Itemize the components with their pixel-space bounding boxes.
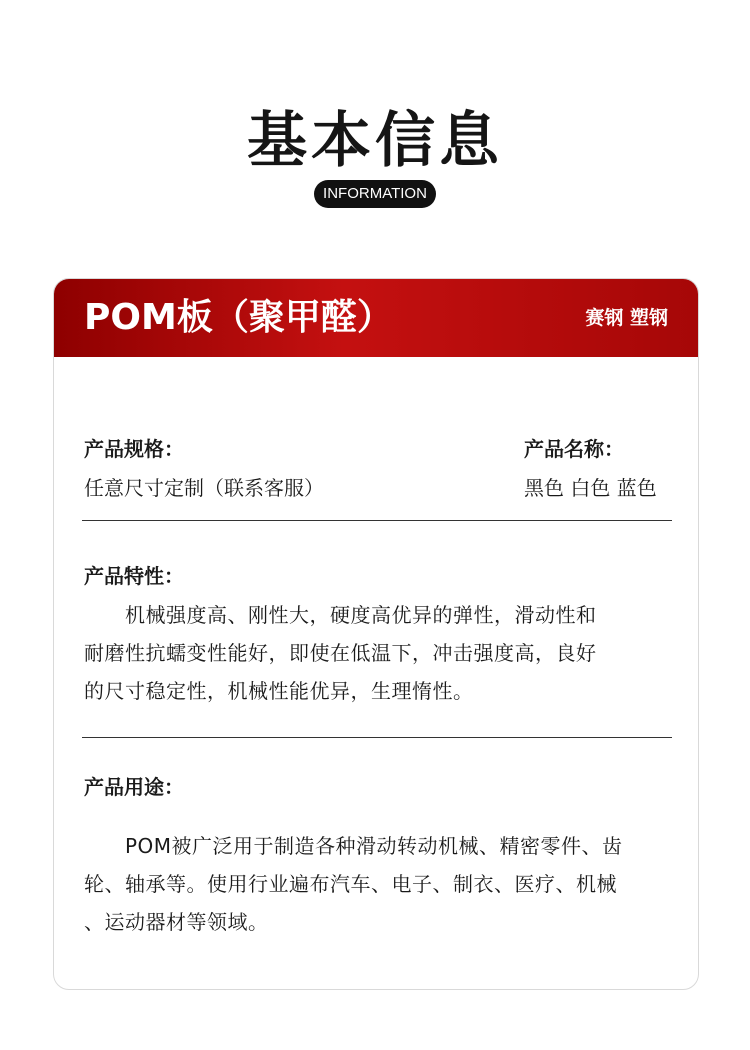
page-title: 基本信息 xyxy=(247,106,503,176)
divider xyxy=(82,520,672,521)
spec-value: 任意尺寸定制（联系客服） xyxy=(84,476,324,500)
information-badge: INFORMATION xyxy=(314,180,436,208)
card-banner xyxy=(54,279,698,357)
uses-line-2: 轮、轴承等。使用行业遍布汽车、电子、制衣、医疗、机械 xyxy=(84,872,617,896)
product-title: POM板（聚甲醛） xyxy=(84,297,393,338)
name-value: 黑色 白色 蓝色 xyxy=(524,476,657,500)
info-card xyxy=(53,278,699,990)
divider xyxy=(82,737,672,738)
features-line-1: 机械强度高、刚性大，硬度高优异的弹性，滑动性和 xyxy=(84,603,597,627)
features-line-3: 的尺寸稳定性，机械性能优异，生理惰性。 xyxy=(84,679,474,703)
spec-label: 产品规格： xyxy=(84,437,184,461)
uses-label: 产品用途： xyxy=(84,775,184,799)
name-label: 产品名称： xyxy=(524,437,624,461)
uses-line-3: 、运动器材等领域。 xyxy=(84,910,269,934)
uses-line-1: POM被广泛用于制造各种滑动转动机械、精密零件、齿 xyxy=(84,834,623,858)
features-line-2: 耐磨性抗蠕变性能好，即使在低温下，冲击强度高，良好 xyxy=(84,641,597,665)
product-alias: 赛钢 塑钢 xyxy=(585,307,668,329)
features-label: 产品特性： xyxy=(84,564,184,588)
